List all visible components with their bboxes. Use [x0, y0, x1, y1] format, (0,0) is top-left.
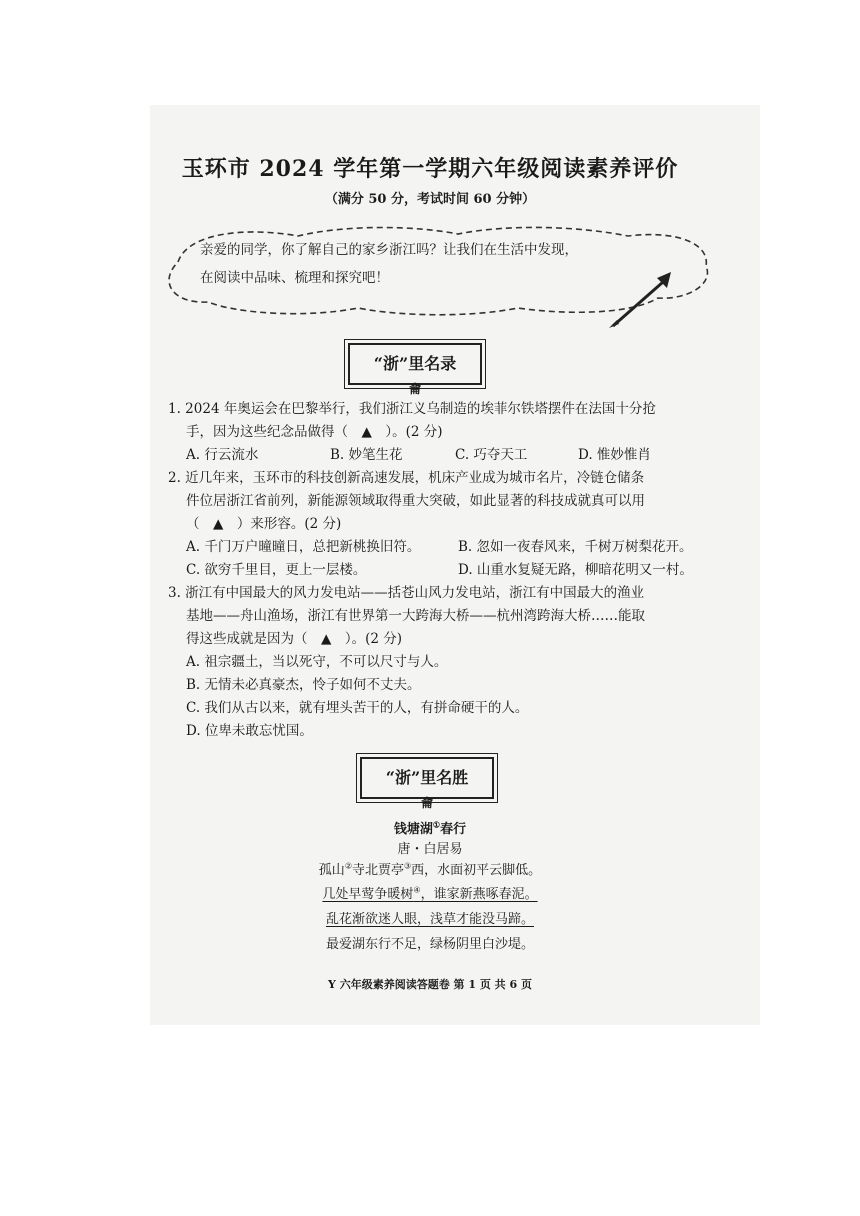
poem-line-2	[0, 883, 860, 902]
q1-option-d: D. 惟妙惟肖	[578, 447, 651, 463]
poem-line-1-a: 孤山	[318, 863, 345, 878]
exam-title: 玉环市 2024 学年第一学期六年级阅读素养评价	[181, 156, 679, 182]
section-heading-1	[348, 343, 482, 396]
footnote-mark: ③	[404, 861, 412, 871]
q2-line-2: 件位居浙江省前列，新能源领域取得重大突破，如此显著的科技成就真可以用	[186, 493, 645, 509]
footnote-mark: ①	[432, 819, 441, 830]
poem-title	[0, 818, 860, 837]
poem-line-1	[0, 859, 860, 878]
q2-line-3: （ ▲ ）来形容。(2 分)	[186, 516, 342, 532]
poem-line-2-a: 几处早莺争暖树	[322, 887, 414, 902]
poem-line-2-b: ，谁家新燕啄春泥。	[420, 887, 538, 902]
intro-line-2: 在阅读中品味、梳理和探究吧！	[200, 270, 389, 286]
q1-option-a: A. 行云流水	[186, 447, 259, 463]
page-footer: Y 六年级素养阅读答题卷 第 1 页 共 6 页	[328, 978, 532, 991]
footnote-mark: ②	[344, 861, 352, 871]
q3-line-2: 基地——舟山渔场，浙江有世界第一大跨海大桥——杭州湾跨海大桥……能取	[186, 608, 645, 624]
q3-option-c: C. 我们从古以来，就有埋头苦干的人，有拼命硬干的人。	[186, 700, 529, 716]
q3-option-b: B. 无情未必真豪杰，怜子如何不丈夫。	[186, 677, 421, 693]
brush-icon	[605, 270, 675, 332]
poem-line-1-c: 西，水面初平云脚低。	[411, 863, 542, 878]
poem-author: 唐・白居易	[397, 842, 463, 857]
exam-subtitle: （满分 50 分，考试时间 60 分钟）	[324, 192, 536, 207]
ornament-icon: 龠	[408, 382, 421, 396]
q2-option-a: A. 千门万户曈曈日，总把新桃换旧符。	[186, 539, 421, 555]
section-heading-2	[360, 757, 494, 810]
poem-line-1-b: 寺北贾亭	[351, 863, 404, 878]
section-heading-2-text: “浙”里名胜	[385, 768, 469, 787]
q1-line-1: 1. 2024 年奥运会在巴黎举行，我们浙江义乌制造的埃菲尔铁塔摆件在法国十分抢	[168, 401, 656, 417]
intro-line-1: 亲爱的同学，你了解自己的家乡浙江吗？让我们在生活中发现，	[200, 242, 578, 258]
q2-option-c: C. 欲穷千里目，更上一层楼。	[186, 562, 367, 578]
q3-option-d: D. 位卑未敢忘忧国。	[186, 723, 313, 739]
poem-title-suffix: 春行	[440, 822, 467, 837]
q3-line-1: 3. 浙江有中国最大的风力发电站——括苍山风力发电站，浙江有中国最大的渔业	[168, 585, 645, 601]
q1-option-c: C. 巧夺天工	[455, 447, 528, 463]
q2-line-1: 2. 近几年来，玉环市的科技创新高速发展，机床产业成为城市名片，冷链仓储条	[168, 470, 645, 486]
ornament-icon: 龠	[420, 796, 433, 810]
poem-line-3: 乱花渐欲迷人眼，浅草才能没马蹄。	[325, 912, 534, 927]
poem-title-text: 钱塘湖	[393, 822, 433, 837]
q2-option-b: B. 忽如一夜春风来，千树万树梨花开。	[458, 539, 693, 555]
poem-line-4: 最爱湖东行不足，绿杨阴里白沙堤。	[325, 937, 534, 952]
q1-line-2: 手，因为这些纪念品做得（ ▲ ）。(2 分)	[186, 424, 443, 440]
footnote-mark: ④	[413, 885, 421, 895]
q3-line-3: 得这些成就是因为（ ▲ ）。(2 分)	[186, 631, 403, 647]
section-heading-1-text: “浙”里名录	[373, 354, 457, 373]
q1-option-b: B. 妙笔生花	[330, 447, 403, 463]
q2-option-d: D. 山重水复疑无路，柳暗花明又一村。	[458, 562, 693, 578]
q3-option-a: A. 祖宗疆土，当以死守，不可以尺寸与人。	[186, 654, 448, 670]
